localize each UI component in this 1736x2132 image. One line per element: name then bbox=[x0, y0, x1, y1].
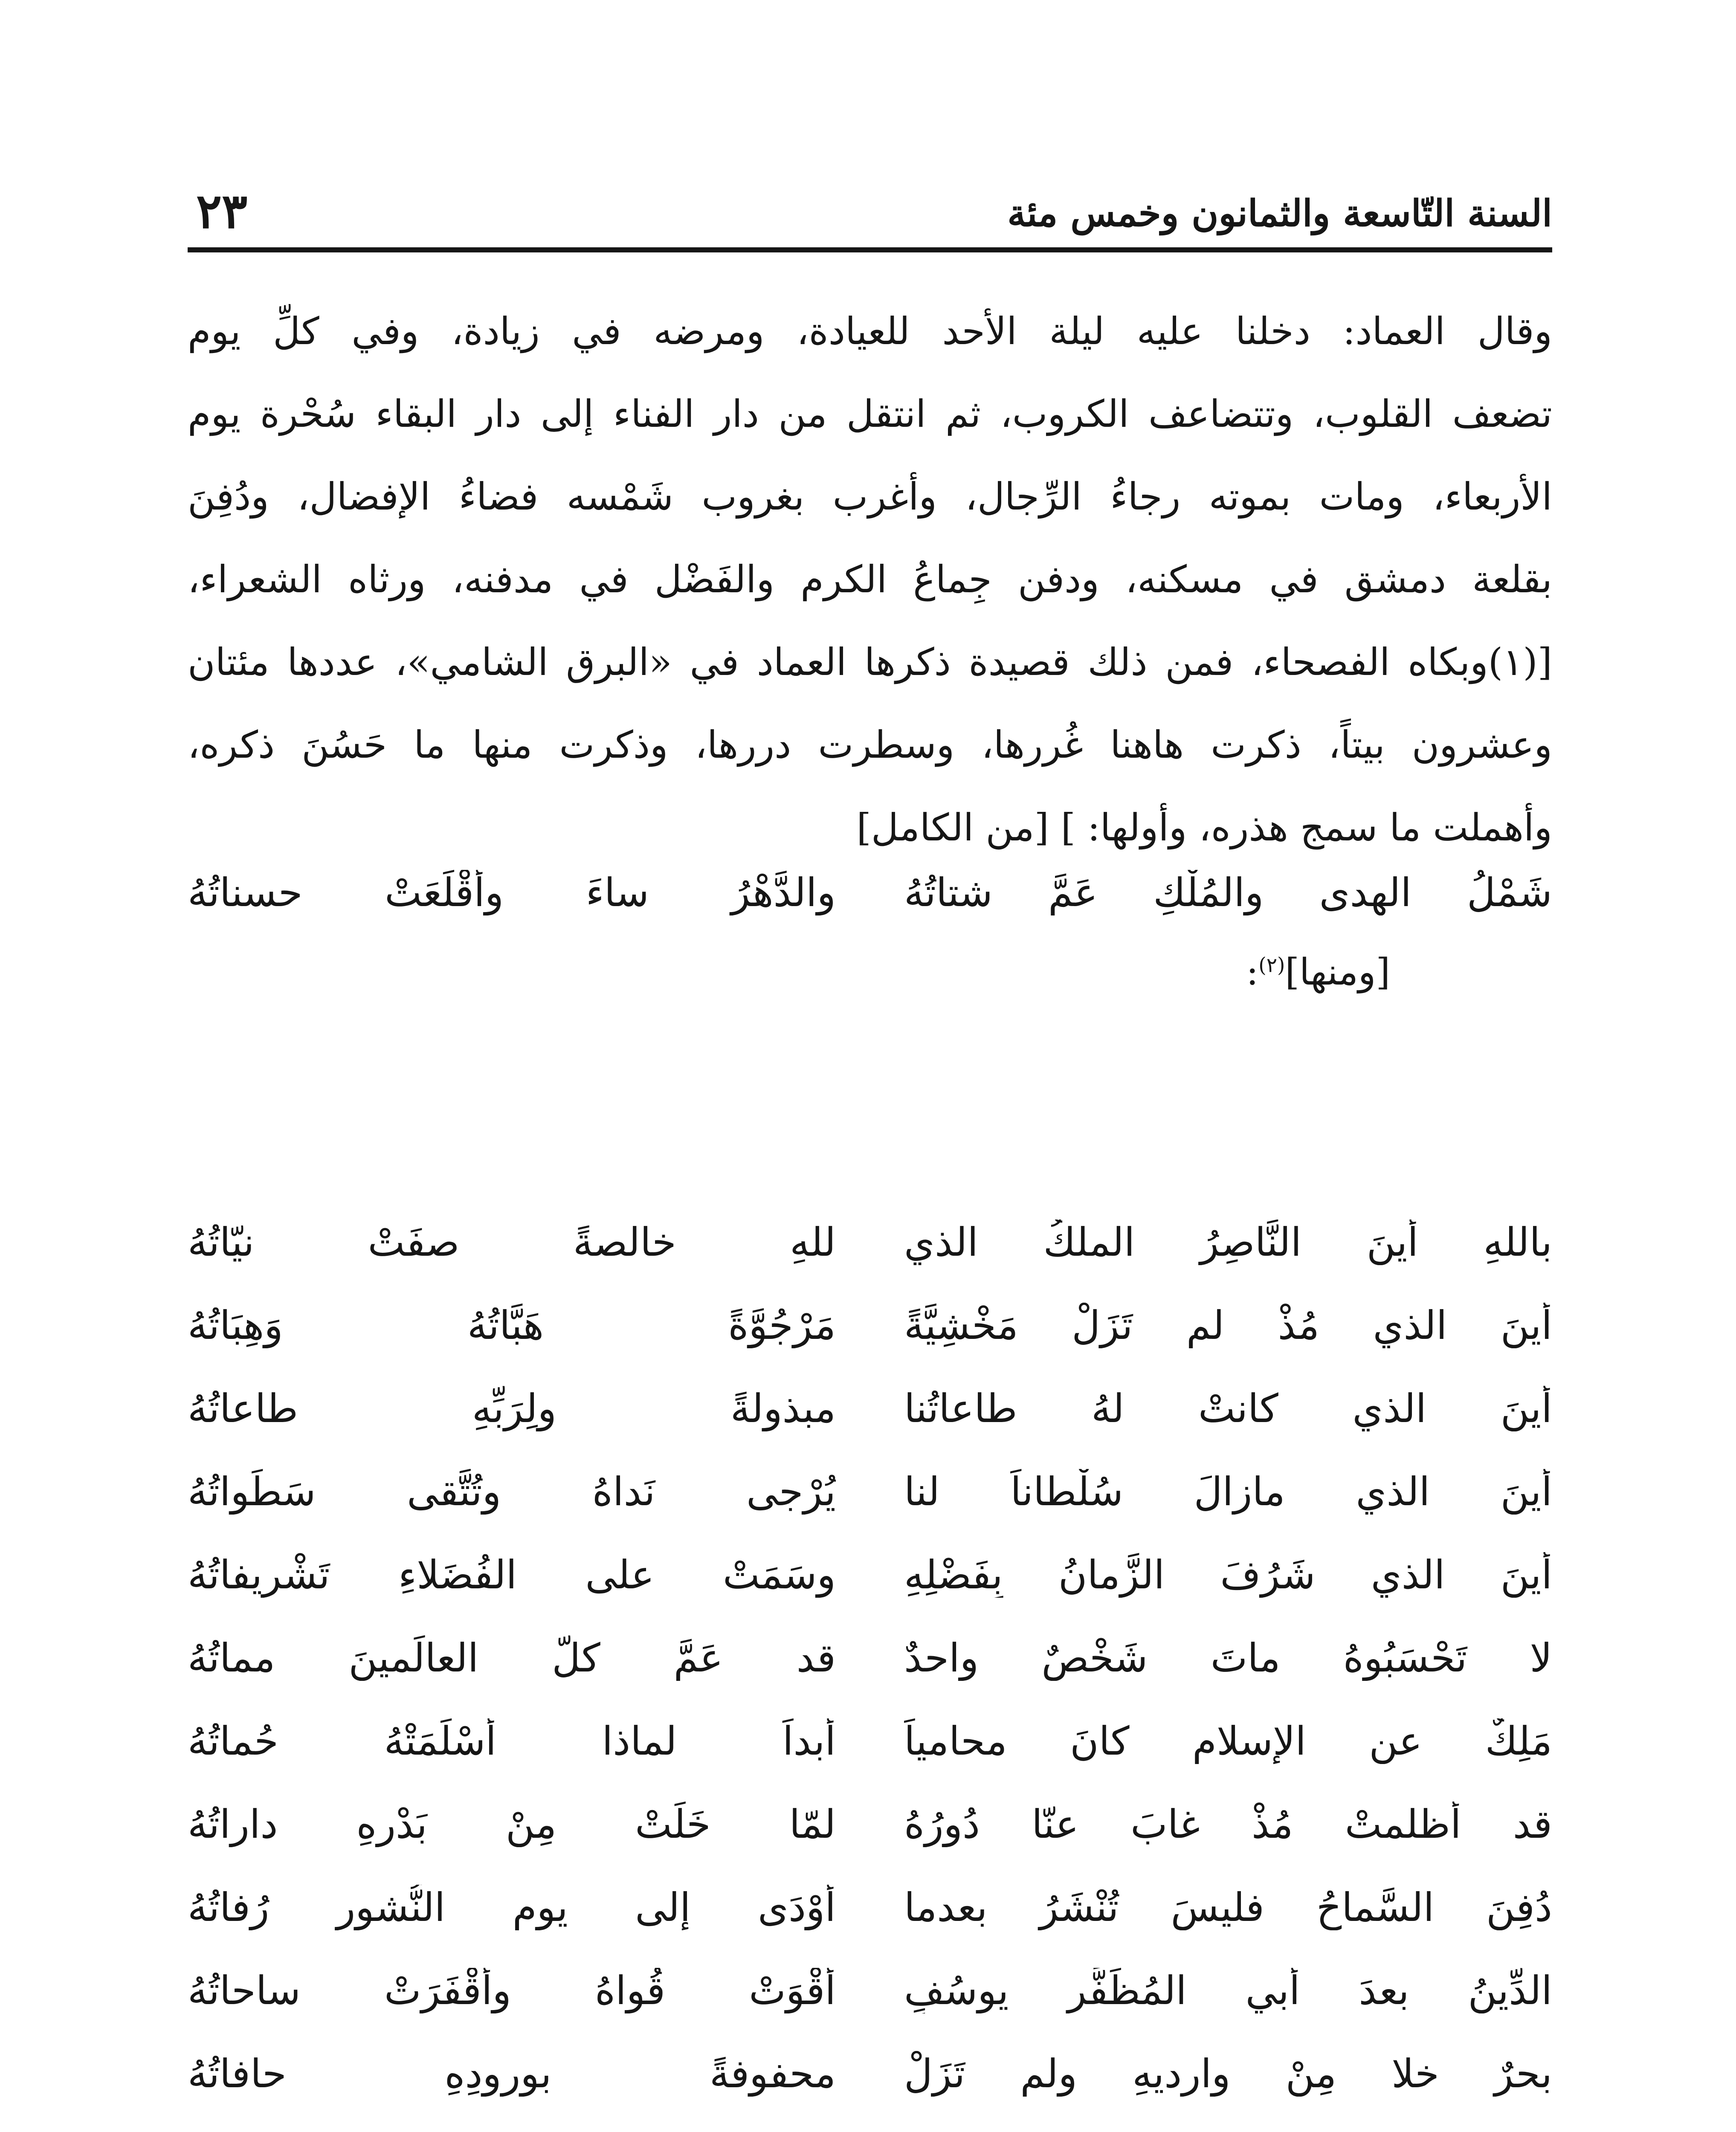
verse-first-hemistich: أينَ الذي مازالَ سُلْطاناً لنا bbox=[904, 1469, 1552, 1515]
inline-note-colon: : bbox=[1246, 951, 1259, 994]
verse-first-hemistich: مَلِكٌ عنِ الإسلامِ كانَ محامياً bbox=[904, 1718, 1552, 1764]
prose-line-with-note bbox=[188, 621, 1552, 704]
verse-first-hemistich: لا تَحْسَبُوهُ ماتَ شَخْصٌ واحدٌ bbox=[904, 1635, 1552, 1681]
verse bbox=[188, 2051, 1552, 2132]
verse-second-hemistich: والدَّهْرُ ساءَ وأَقْلَعَتْ حسناتُهُ bbox=[188, 870, 836, 915]
prose-line: بقلعة دمشق في مسكنه، ودفن جِماعُ الكرم والفَضْل في مدفنه، ورثاه الشعراء، bbox=[188, 557, 1552, 601]
verse bbox=[188, 1386, 1552, 1469]
poem bbox=[188, 1220, 1552, 2132]
verse-first-hemistich: شَمْلُ الهدى والمُلْكِ عَمَّ شتاتُهُ bbox=[904, 870, 1552, 915]
running-title: السنة التّاسعة والثمانون وخمس مئة bbox=[1007, 192, 1552, 235]
verse bbox=[188, 1718, 1552, 1802]
verse-first-hemistich: بحرٌ خلا مِنْ وارديهِ ولم تَزَلْ bbox=[904, 2051, 1552, 2097]
verse-first-hemistich: الدِّينُ بعدَ أبي المُظَفَّرِ يوسُفٍ bbox=[904, 1968, 1552, 2013]
prose-line-text: وبكاه الفصحاء، فمن ذلك قصيدة ذكرها العماد في «البرق الشامي»، عددها مئتان bbox=[188, 640, 1488, 684]
book-page bbox=[188, 179, 1552, 2132]
verse-second-hemistich: للهِ خالصةً صفَتْ نيّاتُهُ bbox=[188, 1220, 836, 1265]
inline-note bbox=[1246, 951, 1390, 994]
intro-verse bbox=[188, 870, 1552, 955]
verse-first-hemistich: أينَ الذي شَرُفَ الزَّمانُ بِفَضْلِهِ bbox=[904, 1552, 1552, 1598]
prose-line: وقال العماد: دخلنا عليه ليلة الأحد للعيادة، ومرضه في زيادة، وفي كلِّ يوم bbox=[188, 309, 1552, 353]
verse bbox=[188, 1635, 1552, 1718]
verse bbox=[188, 1885, 1552, 1968]
verse-first-hemistich: أينَ الذي مُذْ لم تَزَلْ مَخْشِيَّةً bbox=[904, 1303, 1552, 1348]
verse-second-hemistich: قد عَمَّ كلَّ العالَمينَ مماتُهُ bbox=[188, 1635, 836, 1681]
verse-second-hemistich: أبداً لماذا أَسْلَمَتْهُ حُماتُهُ bbox=[188, 1718, 836, 1764]
verse-second-hemistich: أَقْوَتْ قُواهُ وأَقْفَرَتْ ساحاتُهُ bbox=[188, 1968, 836, 2013]
prose-line: وأهملت ما سمج هذره، وأولها: ] [من الكامل] bbox=[856, 805, 1552, 849]
footnote-marker: (٢) bbox=[1258, 953, 1285, 977]
verse bbox=[188, 1469, 1552, 1552]
verse-second-hemistich: أَوْدَى إلى يومِ النُّشورِ رُفاتُهُ bbox=[188, 1885, 836, 1930]
verse bbox=[188, 1220, 1552, 1303]
page-header bbox=[188, 179, 1552, 256]
prose-line: وعشرون بيتاً، ذكرت هاهنا غُررها، وسطرت دررها، وذكرت منها ما حَسُنَ ذكره، bbox=[188, 723, 1552, 767]
verse-first-hemistich: أينَ الذي كانتْ لهُ طاعاتُنا bbox=[904, 1386, 1552, 1431]
page-number: ٢٣ bbox=[196, 183, 248, 239]
verse-first-hemistich: قد أظلمتْ مُذْ غابَ عنّا دُورُهُ bbox=[904, 1802, 1552, 1847]
verse bbox=[188, 1968, 1552, 2051]
header-divider bbox=[188, 247, 1552, 252]
footnote-marker: [(١) bbox=[1488, 640, 1552, 684]
inline-note-text: [ومنها] bbox=[1285, 951, 1390, 994]
verse-first-hemistich: دُفِنَ السَّماحُ فليسَ تُنْشَرُ بعدما bbox=[904, 1885, 1552, 1930]
verse bbox=[188, 1552, 1552, 1635]
verse-second-hemistich: محفوفةً بورودِهِ حافاتُهُ bbox=[188, 2051, 836, 2097]
verse-second-hemistich: مَرْجُوَّةً هَبَّاتُهُ وَهِبَاتُهُ bbox=[188, 1303, 836, 1348]
prose-paragraph bbox=[188, 290, 1552, 869]
verse-second-hemistich: لمّا خَلَتْ مِنْ بَدْرِهِ داراتُهُ bbox=[188, 1802, 836, 1847]
verse-second-hemistich: وسَمَتْ على الفُضَلاءِ تَشْريفاتُهُ bbox=[188, 1552, 836, 1598]
prose-line: تضعف القلوب، وتتضاعف الكروب، ثم انتقل من دار الفناء إلى دار البقاء سُحْرة يوم bbox=[188, 392, 1552, 436]
prose-line: الأربعاء، ومات بموته رجاءُ الرِّجال، وأغرب بغروب شَمْسه فضاءُ الإفضال، ودُفِنَ bbox=[188, 475, 1552, 519]
verse-second-hemistich: مبذولةً ولِرَبِّهِ طاعاتُهُ bbox=[188, 1386, 836, 1431]
verse-first-hemistich: باللهِ أينَ النَّاصِرُ الملكُ الذي bbox=[904, 1220, 1552, 1265]
verse bbox=[188, 1303, 1552, 1386]
verse-second-hemistich: يُرْجى نَداهُ وتُتَّقى سَطَواتُهُ bbox=[188, 1469, 836, 1515]
verse bbox=[188, 1802, 1552, 1885]
